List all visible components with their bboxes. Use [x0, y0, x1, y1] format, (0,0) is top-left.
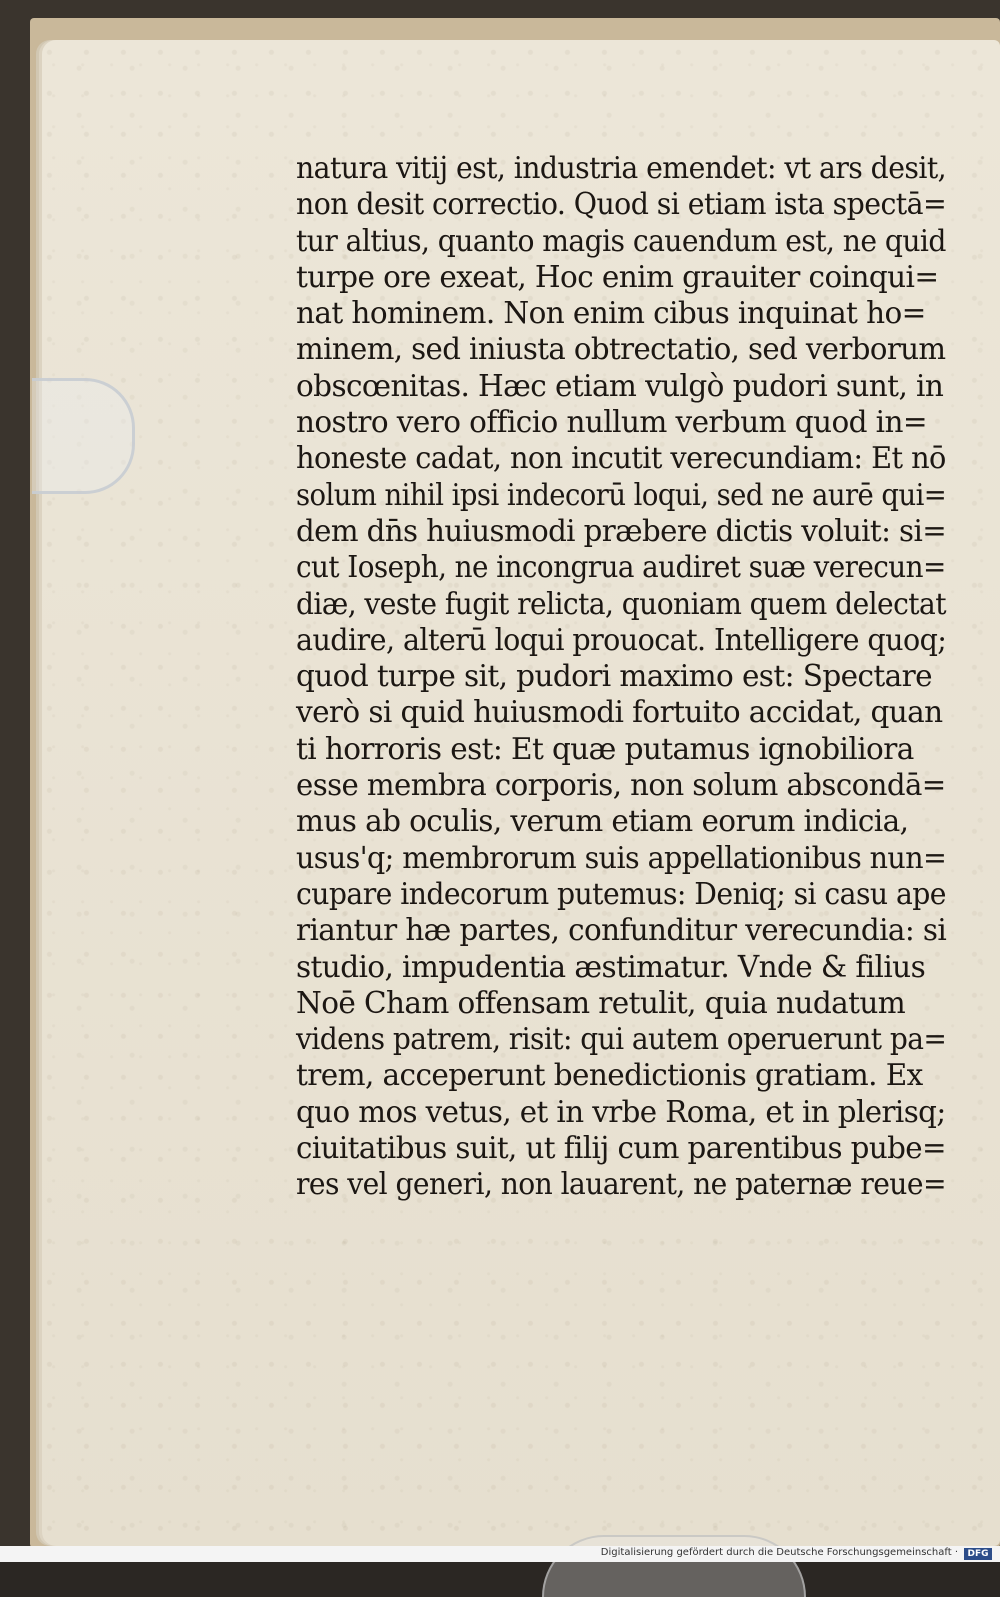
text-line: quod turpe sit, pudori maximo est: Spectare — [296, 659, 932, 694]
text-line: verò si quid huiusmodi fortuito accidat, quan — [296, 695, 943, 730]
text-line: cut Ioseph, ne incongrua audiret suæ verecun= — [296, 550, 946, 585]
page-text-block — [296, 150, 946, 1203]
text-line: tur altius, quanto magis cauendum est, ne quid — [296, 223, 946, 258]
text-line: mus ab oculis, verum etiam eorum indicia, — [296, 804, 909, 839]
text-line: videns patrem, risit: qui autem operuerunt pa= — [296, 1022, 947, 1057]
text-line: riantur hæ partes, confunditur verecundia: si — [296, 913, 947, 948]
funding-credit: Digitalisierung gefördert durch die Deutsche Forschungsgemeinschaft · — [600, 1547, 958, 1558]
text-line: trem, acceperunt benedictionis gratiam. Ex — [296, 1058, 923, 1093]
text-line: cupare indecorum putemus: Deniq; si casu ape — [296, 876, 946, 911]
text-line: usus'q; membrorum suis appellationibus nun= — [296, 840, 947, 875]
bottom-clip — [542, 1535, 806, 1597]
text-line: ciuitatibus suit, ut filij cum parentibus pube= — [296, 1131, 947, 1166]
text-line: non desit correctio. Quod si etiam ista spectā= — [296, 187, 947, 222]
text-line: nat hominem. Non enim cibus inquinat ho= — [296, 296, 926, 331]
text-line: res vel generi, non lauarent, ne paternæ reue= — [296, 1167, 946, 1202]
text-line: esse membra corporis, non solum abscondā= — [296, 768, 946, 803]
dfg-logo: DFG — [964, 1548, 992, 1560]
text-line: turpe ore exeat, Hoc enim grauiter coinqui= — [296, 259, 939, 294]
text-line: diæ, veste fugit relicta, quoniam quem delectat — [296, 586, 946, 621]
text-line: obscœnitas. Hæc etiam vulgò pudori sunt, in — [296, 368, 944, 403]
text-line: audire, alterū loqui prouocat. Intelligere quoq; — [296, 622, 947, 657]
text-line: nostro vero officio nullum verbum quod in= — [296, 405, 928, 440]
text-line: quo mos vetus, et in vrbe Roma, et in plerisq; — [296, 1094, 946, 1129]
text-line: studio, impudentia æstimatur. Vnde & filius — [296, 949, 926, 984]
text-line: Noē Cham offensam retulit, quia nudatum — [296, 985, 906, 1020]
text-line: dem dn̄s huiusmodi præbere dictis voluit: si= — [296, 513, 947, 548]
text-line: solum nihil ipsi indecorū loqui, sed ne aurē qui= — [296, 477, 947, 512]
text-line: minem, sed iniusta obtrectatio, sed verborum — [296, 332, 946, 367]
text-line: honeste cadat, non incutit verecundiam: Et nō — [296, 441, 946, 476]
page-clip — [32, 378, 135, 494]
text-line: ti horroris est: Et quæ putamus ignobiliora — [296, 731, 914, 766]
text-line: natura vitij est, industria emendet: vt ars desit, — [296, 151, 947, 185]
